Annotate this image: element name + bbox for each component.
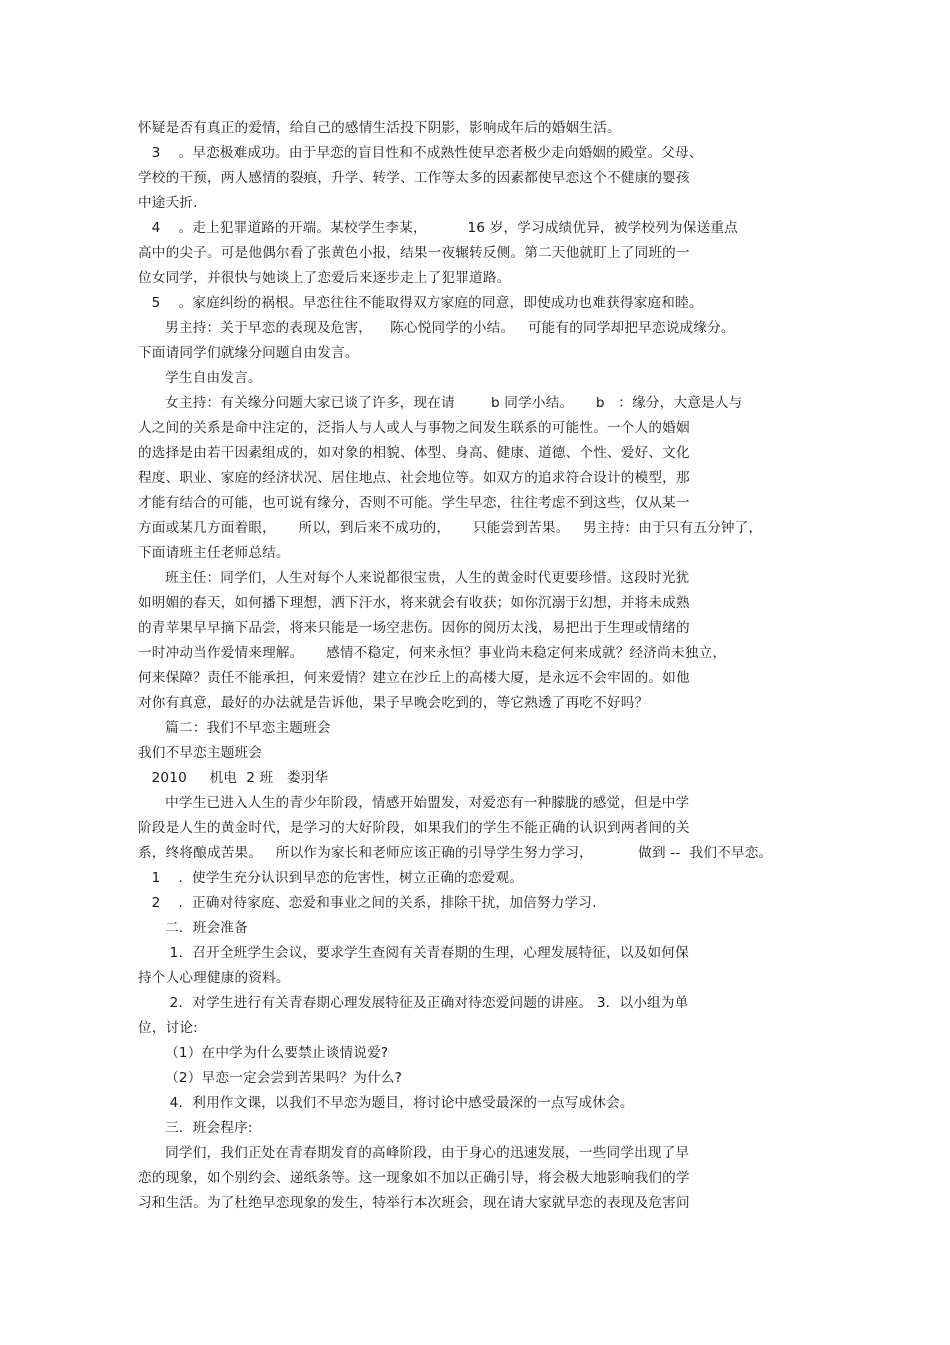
text-line: 下面请班主任老师总结。 [138, 545, 290, 561]
text-line: 位女同学，并很快与她谈上了恋爱后来逐步走上了犯罪道路。 [138, 270, 511, 286]
text-line: 一时冲动当作爱情来理解。 感情不稳定，何来永恒？事业尚未稳定何来成就？经济尚未独立， [138, 645, 727, 661]
section-heading: 篇二：我们不早恋主题班会 [138, 720, 331, 736]
text-line: 学校的干预，两人感情的裂痕，升学、转学、工作等太多的因素都使早恋这个不健康的婴孩 [138, 170, 690, 186]
text-line: 方面或某几方面着眼， 所以，到后来不成功的， 只能尝到苦果。 男主持：由于只有五分钟了， [138, 520, 763, 536]
text-line: 中途夭折. [138, 195, 198, 211]
text-line: 1．召开全班学生会议，要求学生查阅有关青春期的生理，心理发展特征，以及如何保 [138, 945, 689, 961]
text-line: 2 . 正确对待家庭、恋爱和事业之间的关系，排除干扰，加倍努力学习. [138, 895, 597, 911]
text-line: 5 。家庭纠纷的祸根。早恋往往不能取得双方家庭的同意，即使成功也难获得家庭和睦。 [138, 295, 703, 311]
text-line: 阶段是人生的黄金时代，是学习的大好阶段，如果我们的学生不能正确的认识到两者间的关 [138, 820, 690, 836]
text-line: 4．利用作文课，以我们不早恋为题目，将讨论中感受最深的一点写成休会。 [138, 1095, 634, 1111]
text-line: 女主持：有关缘分问题大家已谈了许多，现在请 b 同学小结。 b ：缘分，大意是人与 [138, 395, 743, 411]
text-line: 系，终将酿成苦果。 所以作为家长和老师应该正确的引导学生努力学习， 做到 -- 我们不早恋。 [138, 845, 773, 861]
section-heading: 三．班会程序: [138, 1120, 253, 1136]
text-line: 才能有结合的可能，也可说有缘分，否则不可能。学生早恋，往往考虑不到这些，仅从某一 [138, 495, 690, 511]
text-line: 班主任：同学们，人生对每个人来说都很宝贵，人生的黄金时代更要珍惜。这段时光犹 [138, 570, 690, 586]
text-line: 习和生活。为了杜绝早恋现象的发生，特举行本次班会，现在请大家就早恋的表现及危害问 [138, 1195, 690, 1211]
author-line: 2010 机电 2 班 娄羽华 [138, 770, 329, 786]
section-heading: 二．班会准备 [138, 920, 248, 936]
document-title: 我们不早恋主题班会 [138, 745, 263, 761]
text-line: 高中的尖子。可是他偶尔看了张黄色小报，结果一夜辗转反侧。第二天他就盯上了同班的一 [138, 245, 690, 261]
text-line: 3 。早恋极难成功。由于早恋的盲目性和不成熟性使早恋者极少走向婚姻的殿堂。父母、 [138, 145, 703, 161]
text-line: 何来保障？责任不能承担，何来爱情？建立在沙丘上的高楼大厦，是永远不会牢固的。如他 [138, 670, 690, 686]
text-line: 对你有真意，最好的办法就是告诉他，果子早晚会吃到的，等它熟透了再吃不好吗？ [138, 695, 649, 711]
text-line: 的青苹果早早摘下品尝，将来只能是一场空悲伤。因你的阅历太浅，易把出于生理或情绪的 [138, 620, 690, 636]
text-line: 位，讨论: [138, 1020, 198, 1036]
text-line: （1）在中学为什么要禁止谈情说爱? [138, 1045, 389, 1061]
text-line: 1 . 使学生充分认识到早恋的危害性，树立正确的恋爱观。 [138, 870, 524, 886]
text-line: 下面请同学们就缘分问题自由发言。 [138, 345, 359, 361]
text-line: 2．对学生进行有关青春期心理发展特征及正确对待恋爱问题的讲座。 3．以小组为单 [138, 995, 689, 1011]
text-line: 如明媚的春天，如何播下理想，洒下汗水，将来就会有收获；如你沉溺于幻想，并将未成熟 [138, 595, 690, 611]
text-line: 人之间的关系是命中注定的，泛指人与人或人与事物之间发生联系的可能性。一个人的婚姻 [138, 420, 690, 436]
text-line: 的选择是由若干因素组成的，如对象的相貌、体型、身高、健康、道德、个性、爱好、文化 [138, 445, 690, 461]
text-line: 同学们，我们正处在青春期发育的高峰阶段，由于身心的迅速发展，一些同学出现了早 [138, 1145, 690, 1161]
text-line: 程度、职业、家庭的经济状况、居住地点、社会地位等。如双方的追求符合设计的模型，那 [138, 470, 690, 486]
text-line: 中学生已进入人生的青少年阶段，情感开始盟发，对爱恋有一种朦胧的感觉，但是中学 [138, 795, 690, 811]
text-line: 持个人心理健康的资料。 [138, 970, 290, 986]
text-line: 4 。走上犯罪道路的开端。某校学生李某， 16 岁，学习成绩优异，被学校列为保送重点 [138, 220, 738, 236]
text-line: （2）早恋一定会尝到苦果吗？为什么? [138, 1070, 403, 1086]
text-line: 怀疑是否有真正的爱情，给自己的感情生活投下阴影，影响成年后的婚姻生活。 [138, 120, 621, 136]
text-line: 男主持：关于早恋的表现及危害， 陈心悦同学的小结。 可能有的同学却把早恋说成缘分。 [138, 320, 735, 336]
text-line: 恋的现象，如个别约会、递纸条等。这一现象如不加以正确引导，将会极大地影响我们的学 [138, 1170, 690, 1186]
text-line: 学生自由发言。 [138, 370, 262, 386]
